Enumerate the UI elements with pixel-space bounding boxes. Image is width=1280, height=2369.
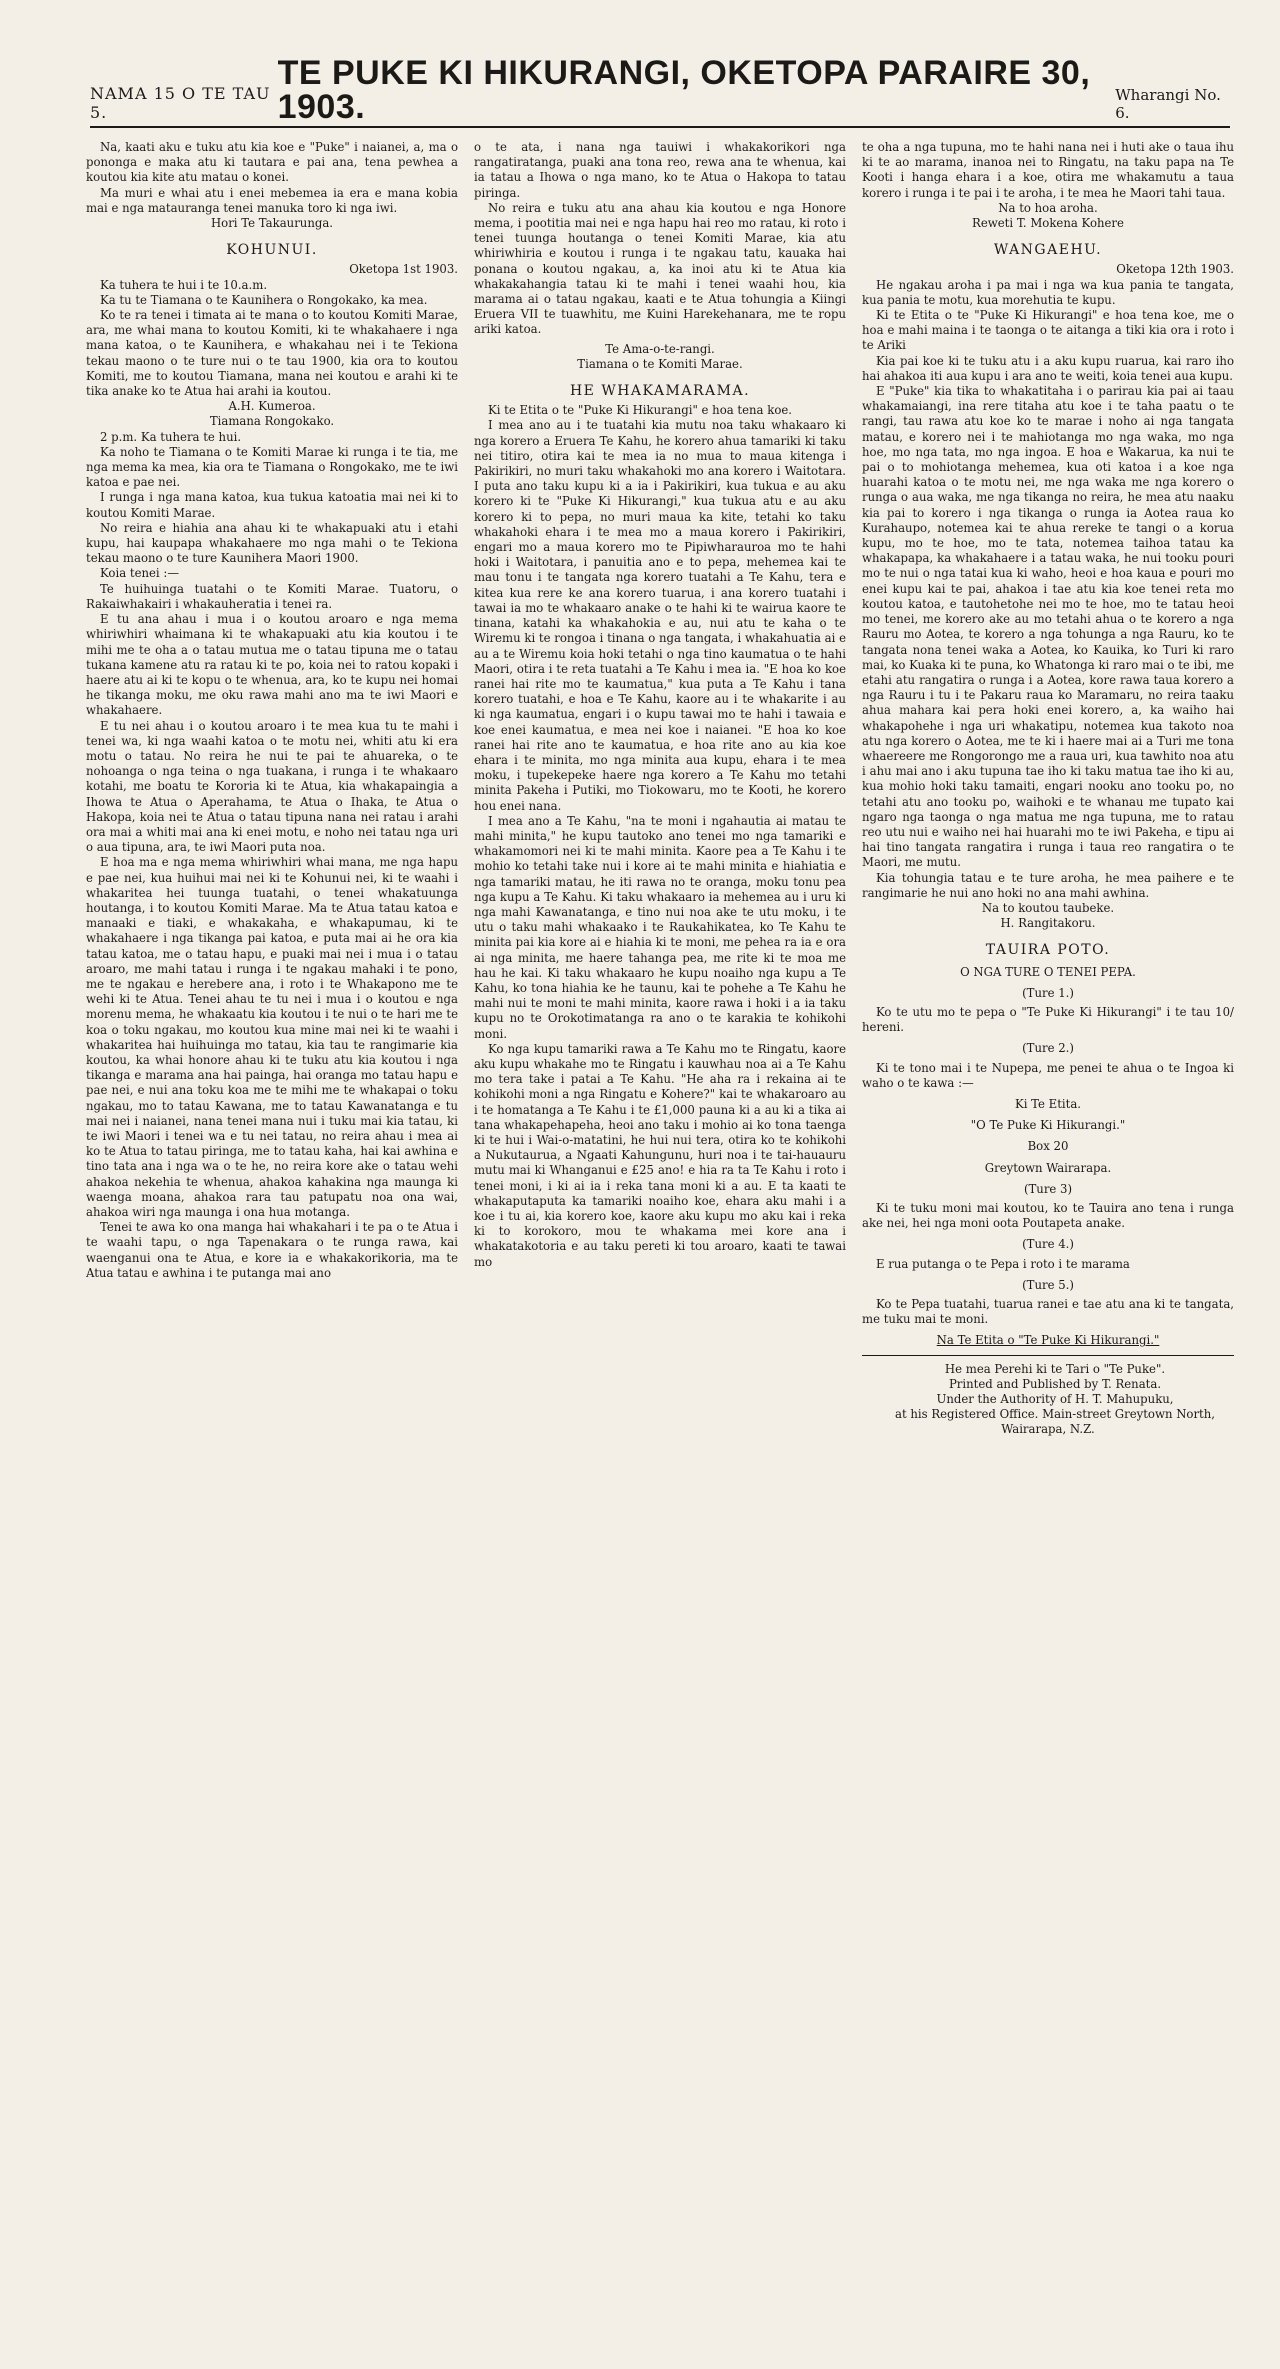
paragraph: E "Puke" kia tika to whakatitaha i o parirau kia pai ai taau whakamaiangi, ina rere titaha atu koe i te taha paatu o te rangi, tau rawa atu koe ko te marae i noho ai nga tangata matau, e korero nei i te mahiotanga mo nga waka, mo nga hoe, mo nga tata, mo nga ingoa. E hoa e Wakarua, ka nui te pai o to mohiotanga mehemea, kua oti katoa i a koe nga huarahi katoa o te motu nei, me nga waka me nga korero o runga o aua waka, me nga tikanga no reira, he mea atu naaku kia pai to korero i nga tikanga o runga ia Aotea raua ko Kurahaupo, notemea kai te ahua rereke te tangi o a korua kupu, mo te hoe, mo te tata, notemea taihoa tatau ka whakapapa, ka whakahaere i a tatau waka, he nui tooku pouri mo te nui o nga tatai kua ki waho, heoi e hoa kaua e pouri mo enei kupu kai te pai, ahakoa i tae atu kia koe tenei reta mo koutou katoa, e tautohetohe nei mo te hoe, mo te tatau heoi mo tenei, me korero ake au mo tetahi ahua o te korero a nga Rauru mo Aotea, te korero a nga tohunga a nga Rauru, ko te tangata nona tenei waka a Aotea, ko Kauika, ko Turi ki raro mai, ko Kuaka ki te puna, ko Whatonga ki raro mai o te ibi, me etahi atu rangatira o runga i a Aotea, kore rawa taua korero a nga Rauru i tu i te Pakaru raua ko Maramaru, no reira taaku ahua mahara kai pera hoki enei korero, a, ka waiho hai whakapohehe i nga uri whakatipu, notemea kua takoto noa atu nga korero o Aotea, me te ki i haere mai ai a Turi me tona whaereere me Rongorongo me a raua uri, kua tawhito noa atu i ahu mai ano i aku tupuna tae iho ki taku matua tae iho ki au, kua mohio hoki taku tamaiti, engari nooku ano tooku po, no tetahi atu ano tooku po, waihoki e te whanau me tupato kai ngaro nga taonga o nga matua me nga tupuna, me to ratau reo utu nui e waiho nei hai huarahi mo te iwi Pakeha, e tipu ai hai tino tangata rangatira i runga i taua reo rangatira o te Maori, me mutu. [862, 384, 1234, 870]
signature-name: Reweti T. Mokena Kohere [972, 216, 1124, 231]
address-line: "O Te Puke Ki Hikurangi." [970, 1118, 1126, 1133]
dateline: Oketopa 12th 1903. [1116, 262, 1234, 277]
paragraph: Koia tenei :— [100, 566, 180, 581]
signature: Na to hoa aroha. [998, 200, 1098, 215]
dateline: Oketopa 1st 1903. [349, 262, 458, 277]
rule-number: (Ture 2.) [1022, 1041, 1074, 1056]
colophon-authority: Under the Authority of H. T. Mahupuku, [936, 1392, 1174, 1407]
paragraph: Kia pai koe ki te tuku atu i a aku kupu ruarua, kai raro iho hai ahakoa iti aua kupu i ara ano te weiti, koia tenei aua kupu. [862, 353, 1234, 383]
paragraph: Ka tu te Tiamana o te Kaunihera o Rongokako, ka mea. [100, 292, 428, 307]
section-heading-whakamarama: HE WHAKAMARAMA. [569, 383, 751, 400]
paragraph: Na, kaati aku e tuku atu kia koe e "Puke" i naianei, a, ma o pononga e maka atu ki tautara e pai ana, tena pewhea a koutou kia kite atu matau o konei. [86, 140, 458, 185]
paragraph: Te huihuinga tuatahi o te Komiti Marae. Tuatoru, o Rakaiwhakairi i whakauheratia i tenei ra. [86, 581, 458, 611]
paragraph: o te ata, i nana nga tauiwi i whakakorikori nga rangatiratanga, puaki ana tona reo, rewa ana te whenua, kai ia tatau a Ihowa o nga mano, ko te Atua o Hakopa to tatau piringa. [474, 140, 846, 200]
page-number: Wharangi No. 6. [1115, 86, 1221, 122]
paragraph: No reira e tuku atu ana ahau kia koutou e nga Honore mema, i pootitia mai nei e nga hapu hai reo mo ratau, ki roto i tenei tuunga houtanga o tenei Komiti Marae, kia atu whiriwhiria e koutou i runga i te ngakau tatu, kauaka hai ponana o koutou ngakau, a, ka inoi atu ki te Atua kia whakakahangia tatau ki te mahi i tenei waahi hou, kia marama ai o tatau ngakau, kaati e te Atua tohungia a Kiingi Eruera VII te tuawhitu, me Kuini Harekehanara, me te ropu ariki katoa. [474, 200, 846, 337]
rules-signature: Na Te Etita o "Te Puke Ki Hikurangi." [936, 1333, 1160, 1348]
paragraph: Kia tohungia tatau e te ture aroha, he mea paihere e te rangimarie he nui ano hoki no ana mahi awhina. [862, 870, 1234, 900]
address-line: Greytown Wairarapa. [984, 1160, 1112, 1175]
paragraph: I runga i nga mana katoa, kua tukua katoatia mai nei ki to koutou Komiti Marae. [86, 490, 458, 520]
section-heading-wangaehu: WANGAEHU. [993, 242, 1103, 259]
paragraph: te oha a nga tupuna, mo te hahi nana nei i huti ake o taua ihu ki te ao marama, inanoa nei to Ringatu, na taku papa na Te Kooti i hanga ehara i a koe, otira me whakamutu a taua korero i runga i te pai i te aroha, i te mea he Maori tahi taua. [862, 140, 1234, 200]
signature: Na to koutou taubeke. [981, 900, 1115, 915]
paragraph: I mea ano au i te tuatahi kia mutu noa taku whakaaro ki nga korero a Eruera Te Kahu, he korero ahua tamariki ki taku nei titiro, otira kai te mea ia no mua to maua kitenga i Pakirikiri, no muri taku whakahoki mo ana korero i Waitotara. I puta ano taku kupu ki a ia i Pakirikiri, kua tukua e au aku korero ki te "Puke Ki Hikurangi," kua tukua atu e au aku korero ki to pepa, no muri maua ka kite, tetahi ko taku whakahoki ehara i te mea mo a maua korero i Pakirikiri, engari mo a maua korero mo te Pipiwharauroa mo te hahi hoki i Waitotara, i panuitia ano e to pepa, mehemea kai te mau tonu i te tangata nga korero tuatahi a Te Kahu, tera e kitea kua rere ke ana korero tuarua, i ana korero tuatahi i tawai ia mo te whakaaro anake o te hahi ki te wairua kaore te tinana, katahi ka whakahokia e au, nui atu te kaha o te Wiremu ki te rongoa i tinana o nga tangata, i whakahuatia ai e au a te Wiremu koia hoki tetahi o nga tino kaumatua o te hahi Maori, otira i te reta tuatahi a Te Kahu i mea ia. "E hoa ko koe ranei hai rite mo te kaumatua," kua puta a Te Kahu i tana korero tuatahi, e hoa e Te Kahu, kaore au i te whakarite i au ki nga kaumatua, engari i o kupu tawai mo te hahi i tawaia e koe enei kaumatua, e mea nei koe i naianei. "E hoa ko koe ranei hai rite ano te kaumatua, e hoa rite ano au kia koe ehara i te minita, mo nga minita aua kupu, ehara i te mea moku, i tupekepeke haere nga korero a Te Kahu mo tetahi minita Pakeha i Putiki, mo Tiokowaru, mo te Kooti, he korero hou enei nana. [474, 418, 846, 813]
masthead [90, 54, 1230, 128]
signature-title: Tiamana o te Komiti Marae. [577, 356, 743, 371]
rule-number: (Ture 3) [1023, 1181, 1073, 1196]
rule-text: E rua putanga o te Pepa i roto i te marama [876, 1256, 1130, 1271]
paragraph: Tenei te awa ko ona manga hai whakahari i te pa o te Atua i te waahi tapu, o nga Tapenakara o te runga rawa, kai waenganui ona te Atua, e kore ia e whakakorikoria, ma te Atua tatau e awhina i te putanga mai ano [86, 1220, 458, 1280]
address-line: Ki Te Etita. [1014, 1096, 1082, 1111]
paragraph: E tu ana ahau i mua i o koutou aroaro e nga mema whiriwhiri whaimana ki te whakapuaki atu kia koutou i te mihi me te oha a o tatau mutua me o tatau tipuna me o tatau tukana kamene atu ra ratau ki te po, koia nei to ratou kopaki i haere atu ai ki te kopu o te whenua, ara, ko te kupu nei homai he tikanga moku, me oku rawa mahi ano ma te iwi Maori e whakahaere. [86, 612, 458, 718]
rule-text: Ko te utu mo te pepa o "Te Puke Ki Hikurangi" i te tau 10/ hereni. [862, 1004, 1234, 1035]
rule-text: Ko te Pepa tuatahi, tuarua ranei e tae atu ana ki te tangata, me tuku mai te moni. [862, 1297, 1234, 1327]
rules-heading: TAUIRA POTO. [985, 942, 1111, 959]
colophon-printed: Printed and Published by T. Renata. [948, 1376, 1162, 1391]
paragraph: I mea ano a Te Kahu, "na te moni i ngahautia ai matau te mahi minita," he kupu tautoko ano tenei mo nga tamariki e whakamomori nei ki te mahi minita. Kaore pea a Te Kahu i te mohio ko tetahi take nui i kore ai te mahi minita e hiahiatia e nga tamariki matau, he iti rawa no te oranga, moku tonu pea nga kupu a Te Kahu. Ki taku whakaaro ia mehemea au i uru ki nga mahi Kawanatanga, e tino nui noa ake te utu moku, i te utu o taku mahi whakaako i te Raukahikatea, ko Te Kahu te minita pai kia kore ai e hiahia ki te moni, me pehea ra ia e ora ai nga minita, me haere tahanga pea, me rite ki te moa me hau he kai. Ki taku whakaaro he kupu noaiho nga kupu a Te Kahu, ko tona hiahia ke he taunu, kai te pohehe a Te Kahu he mahi nui te moni te mahi minita, kaore rawa i hoki i a ia taku kupu no te Orokotimatanga ra ano o te karakia te kohikohi moni. [474, 813, 846, 1041]
article-columns [86, 140, 1234, 2340]
paragraph: He ngakau aroha i pa mai i nga wa kua pania te tangata, kua pania te motu, kua morehutia te kupu. [862, 277, 1234, 307]
paragraph: Ka tuhera te hui i te 10.a.m. [100, 277, 268, 292]
paragraph: Ki te Etita o te "Puke Ki Hikurangi" e hoa tena koe. [488, 403, 792, 418]
rule-text: Ki te tono mai i te Nupepa, me penei te ahua o te Ingoa ki waho o te kawa :— [862, 1060, 1234, 1090]
paragraph: E hoa ma e nga mema whiriwhiri whai mana, me nga hapu e pae nei, kua huihui mai nei ki te Kohunui nei, ki te waahi i whakaritea hei tuunga tuatahi, o tenei whakatuunga houtanga, i to koutou Komiti Marae. Ma te Atua tatau katoa e manaaki e tiaki, e whakakaha, e whakapumau, ki te whakahaere i nga tikanga pai katoa, e puta mai ai he ora kia tatau katoa, me o tatau hapu, e puaki mai nei i mua i o tatau aroaro, me mahi tatau i runga i te ngakau mahaki i te pono, me te ngakau e herebere ana, i roto i te Whakapono me te wehi ki te Atua. Tenei ahau te tu nei i mua i o koutou e nga morenu mema, he whakaatu kia koutou i te nui o te hari me te koa o toku ngakau, mo koutou kua mine mai nei ki te waahi i whakaritea hai huihuinga mo tatau, kia tau te rangimarie kia koutou, ka whai honore ahau ki te tuku atu kia koutou i nga tikanga e marama ana hai painga, hai oranga mo tatau hapu e pae nei, e nui ana toku koa me te mihi me te whakapai o toku ngakau, mo to tatau Kawana, me to tatau Kawanatanga e tu mai nei i naianei, nana tenei mana nui i tuku mai kia tatau, ki te iwi Maori i tenei wa e tu nei tatau, no reira ahau i mea ai ko te Atua to tatau piringa, me to tatau kaha, hai kai awhina e tino tata ana i nga wa o te he, no reira kore ake o tatau wehi ahakoa nekehia te whenua, ahakoa kahakina nga maunga ki waenga moana, ahakoa rara tau patupatu noa ona wai, ahakoa wiri nga maunga i ona hua motanga. [86, 855, 458, 1220]
column-2 [474, 140, 846, 2340]
column-3 [862, 140, 1234, 2340]
rule-number: (Ture 4.) [1022, 1237, 1074, 1252]
signature-title: Tiamana Rongokako. [209, 414, 335, 429]
paragraph: No reira e hiahia ana ahau ki te whakapuaki atu i etahi kupu, hai kaupapa whakahaere mo nga mahi o te Tekiona tekau maono o te ture Kaunihera Maori 1900. [86, 520, 458, 566]
column-1 [86, 140, 458, 2340]
paragraph: E tu nei ahau i o koutou aroaro i te mea kua tu te mahi i tenei wa, ki nga waahi katoa o te motu nei, whiti atu ki era motu o tatau. No reira he nui te pai te ahuareka, o te nohoanga o nga teina o nga tuakana, i runga i te whakaaro kotahi, me boatu te Kororia ki te Atua, kia whakapaingia a Ihowa te Atua o Aperahama, te Atua o Ihaka, te Atua o Hakopa, koia nei te Atua o tatau tipuna nana nei ratau i arahi ora mai a whiti mai ana ki enei motu, e noho nei tatau nga uri o aua tipuna, ara, te iwi Maori puta noa. [86, 718, 458, 855]
paragraph: Ko nga kupu tamariki rawa a Te Kahu mo te Ringatu, kaore aku kupu whakahe mo te Ringatu i kauwhau noa ai a Te Kahu mo tera take i patai a Te Kahu. "He aha ra i rekaina ai te kohikohi moni a nga Ringatu e Kohere?" kai te whakaroaro au i te homatanga a Te Kahu i te £1,000 pauna ki a au ki a tika ai tana whakapehapeha, heoi ano taku i mohio ai ko tona taenga ki te hui i Wai-o-matatini, he hui nui tera, otira ko te kohikohi a Nukutaurua, a Ngaati Kahungunu, huri noa i te tai-hauauru mutu mai ki Whanganui e £25 ano! e hia ra ta Te Kahu i roto i tenei moni, i ki ai ia i reka tana moni ki a au. E ta kaati te whakaputaputa ka tamariki noaiho koe, ehara aku mahi i a koe i tu ai, kia korero koe, kaore aku kupu mo aku kai i reka ki to korokoro, mou te whakama mei kore ana i whakatakotoria e au taku pereti ki tou aroaro, kaati te tawai mo [474, 1041, 846, 1269]
rules-subheading: O NGA TURE O TENEI PEPA. [960, 964, 1136, 979]
rule-text: Ki te tuku moni mai koutou, ko te Tauira ano tena i runga ake nei, hei nga moni oota Poutapeta anake. [862, 1201, 1234, 1231]
section-heading-kohunui: KOHUNUI. [226, 242, 318, 259]
rule-number: (Ture 1.) [1022, 985, 1074, 1000]
signature: Te Ama-o-te-rangi. [605, 341, 715, 356]
divider [862, 1355, 1234, 1356]
colophon-office: at his Registered Office. Main-street Greytown North, Wairarapa, N.Z. [894, 1407, 1215, 1437]
signature: Hori Te Takaurunga. [210, 216, 334, 231]
signature-name: H. Rangitakoru. [1000, 916, 1096, 931]
signature: A.H. Kumeroa. [228, 399, 316, 414]
paragraph: Ko te ra tenei i timata ai te mana o to koutou Komiti Marae, ara, me whai mana to koutou Komiti, ki te whakahaere i nga mana katoa, o te Kaunihera, e whakahau nei i te Tekiona tekau maono o te ture nui o te tau 1900, kia ora to koutou Komiti, me to koutou Tiamana, mana nei koutou e arahi ki te tika anake ko te Atua hai arahi ia koutou. [86, 308, 458, 399]
rule-number: (Ture 5.) [1022, 1277, 1074, 1292]
paragraph: 2 p.m. Ka tuhera te hui. [100, 429, 242, 444]
paragraph: Ki te Etita o te "Puke Ki Hikurangi" e hoa tena koe, me o hoa e mahi maina i te taonga o te aitanga a tiki kia ora i roto i te Ariki [862, 308, 1234, 353]
paragraph: Ka noho te Tiamana o te Komiti Marae ki runga i te tia, me nga mema ka mea, kia ora te Tiamana o Rongokako, me te iwi katoa e pae nei. [86, 444, 458, 490]
newspaper-title: TE PUKE KI HIKURANGI, OKETOPA PARAIRE 30, 1903. [277, 54, 1091, 126]
paragraph: Ma muri e whai atu i enei mebemea ia era e mana kobia mai e nga matauranga tenei manuka toro ki nga iwi. [86, 185, 458, 215]
address-line: Box 20 [1027, 1139, 1069, 1154]
issue-number: NAMA 15 O TE TAU 5. [90, 84, 271, 122]
colophon-notice: He mea Perehi ki te Tari o "Te Puke". [944, 1361, 1166, 1376]
